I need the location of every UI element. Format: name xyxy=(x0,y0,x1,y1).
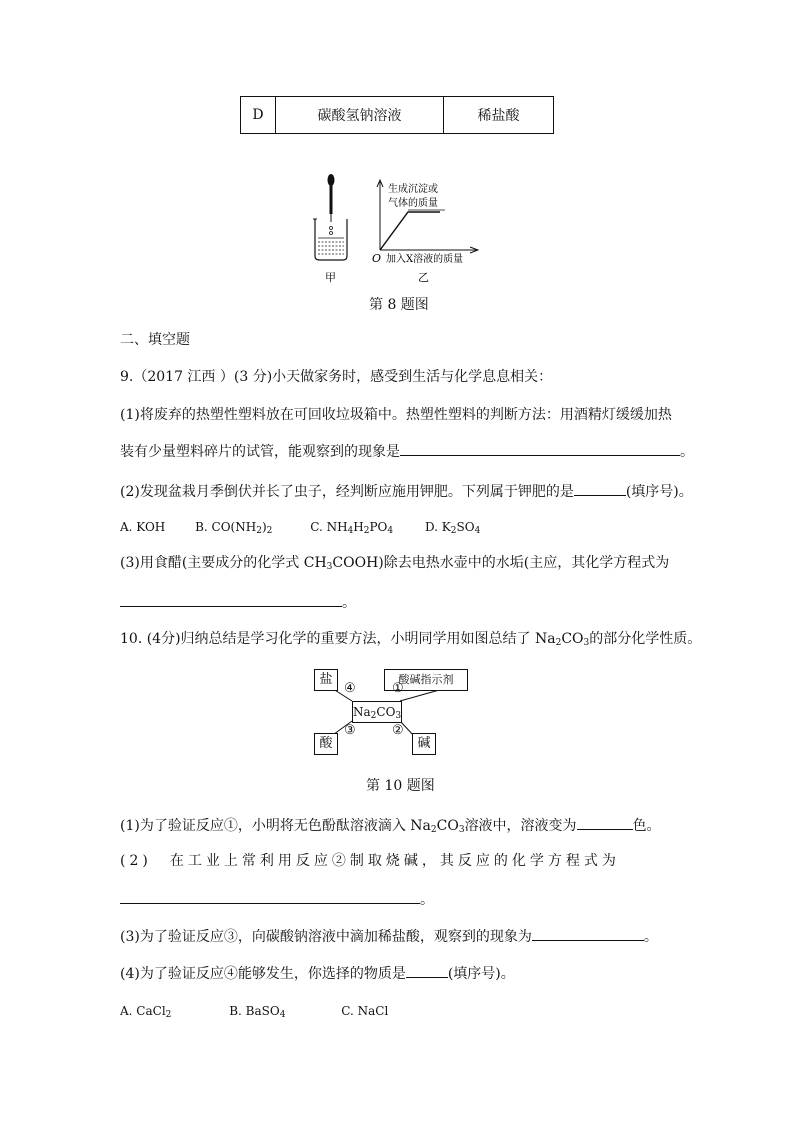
q10-part1: (1)为了验证反应①，小明将无色酚酞溶液滴入 $Na_2CO_3$溶液中，溶液变为 色。 xyxy=(120,815,661,840)
reagent-x-cell: 碳酸氢钠溶液 xyxy=(276,97,444,134)
q9-part3-answer: 。 xyxy=(120,592,356,613)
indicator-box: 酸碱指示剂 xyxy=(384,669,468,691)
table-row xyxy=(241,97,554,134)
q9-part3: (3)用食醋(主要成分的化学式 $CH_3COOH$)除去电热水壶中的水垢(主应，其化学方程式为 xyxy=(120,555,670,572)
answer-blank[interactable] xyxy=(574,481,626,496)
answer-blank[interactable] xyxy=(120,889,420,904)
option-c: C. NaCl xyxy=(341,1004,389,1018)
q9-intro: 9.（2017 江西 ）(3 分)小天做家务时，感受到生活与化学息息相关： xyxy=(120,369,553,385)
option-b: B. BaSO$_4$ xyxy=(229,1004,286,1020)
salt-box: 盐 xyxy=(314,669,338,691)
y-axis-label-1: 生成沉淀或 xyxy=(388,184,438,195)
reagent-table xyxy=(240,96,554,134)
figure-8-caption: 第 8 题图 xyxy=(369,297,429,313)
y-axis-label-2: 气体的质量 xyxy=(388,198,438,209)
answer-blank[interactable] xyxy=(406,963,448,978)
reagent-y-cell: 稀盐酸 xyxy=(444,97,554,134)
option-b: B. $CO(NH_2)_2$ xyxy=(195,520,273,536)
answer-blank[interactable] xyxy=(577,815,633,830)
q10-part2: (2) 在工业上常利用反应②制取烧碱，其反应的化学方程式为 xyxy=(120,853,620,869)
figure-10-caption: 第 10 题图 xyxy=(366,778,435,794)
label-jia: 甲 xyxy=(325,271,336,284)
x-axis-label: 加入X溶液的质量 xyxy=(386,254,464,265)
answer-blank[interactable] xyxy=(532,926,644,941)
graph-curve xyxy=(380,212,440,250)
answer-blank[interactable] xyxy=(120,592,342,607)
option-cell: D xyxy=(241,97,276,134)
beaker-icon xyxy=(313,219,347,260)
label-yi: 乙 xyxy=(418,271,429,284)
reaction-4-label: ④ xyxy=(344,681,356,696)
q9-part1-line1: (1)将废弃的热塑性塑料放在可回收垃圾箱中。热塑性塑料的判断方法：用酒精灯缓缓加热 xyxy=(120,407,672,423)
q9-part1-line2: 装有少量塑料碎片的试管，能观察到的现象是 。 xyxy=(120,441,694,462)
reaction-3-label: ③ xyxy=(344,723,356,738)
q10-part2-answer: 。 xyxy=(120,889,434,910)
option-a: A. CaCl$_2$ xyxy=(120,1004,172,1020)
acid-box: 酸 xyxy=(314,733,338,755)
dropper-icon xyxy=(328,174,335,235)
answer-blank[interactable] xyxy=(400,441,680,456)
section-title: 二、填空题 xyxy=(120,332,190,348)
reaction-2-label: ② xyxy=(392,723,404,738)
option-a: A. KOH xyxy=(120,520,166,534)
option-c: C. $NH_4H_2PO_4$ xyxy=(310,520,394,536)
base-box: 碱 xyxy=(412,733,436,755)
q10-part3: (3)为了验证反应③，向碳酸钠溶液中滴加稀盐酸，观察到的现象为 。 xyxy=(120,926,658,947)
option-d: D. $K_2SO_4$ xyxy=(424,520,481,536)
origin-label: O xyxy=(372,252,382,265)
figure-10 xyxy=(300,665,500,760)
q10-options xyxy=(120,1001,388,1025)
q10-part4: (4)为了验证反应④能够发生，你选择的物质是 (填序号)。 xyxy=(120,963,515,984)
q9-options xyxy=(120,517,480,541)
reaction-1-label: ① xyxy=(392,681,404,696)
center-compound-box: $Na_2CO_3$ xyxy=(352,701,402,723)
q10-intro: 10. (4分)归纳总结是学习化学的重要方法，小明同学用如图总结了 $Na_2CO_3$的部分化学性质。 xyxy=(120,631,702,648)
q9-part2: (2)发现盆栽月季倒伏并长了虫子，经判断应施用钾肥。下列属于钾肥的是 (填序号)。 xyxy=(120,481,693,502)
figure-8 xyxy=(300,170,500,285)
